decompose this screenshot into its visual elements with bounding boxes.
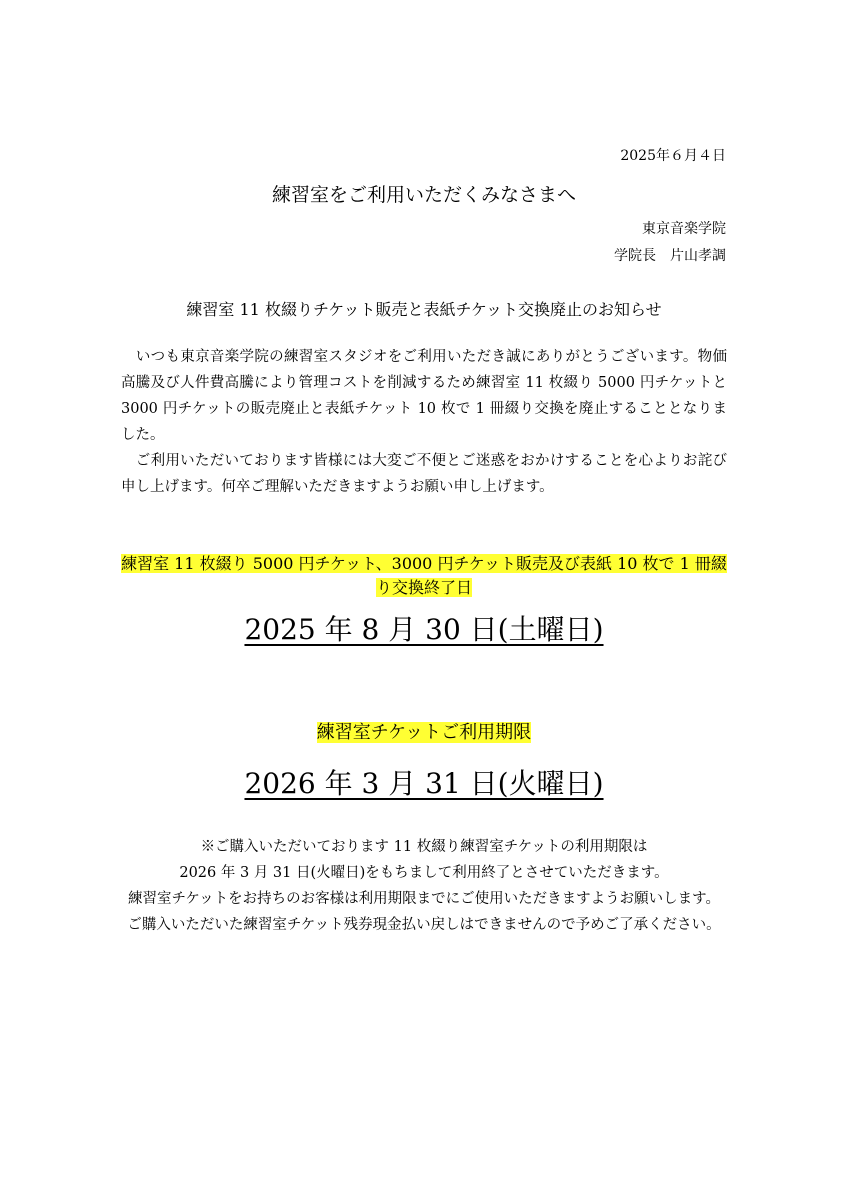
notice-subject: 練習室 11 枚綴りチケット販売と表紙チケット交換廃止のお知らせ (186, 300, 662, 319)
expiry-date (0, 766, 848, 802)
sale-end-label-text: 練習室 11 枚綴り 5000 円チケット、3000 円チケット販売及び表紙 10 枚で 1 冊綴り交換終了日 (121, 554, 727, 597)
body-paragraph-1: いつも東京音楽学院の練習室スタジオをご利用いただき誠にありがとうございます。物価高騰及び人件費高騰により管理コストを削減するため練習室 11 枚綴り 5000 円チケットと 3000 円チケットの販売廃止と表紙チケット 10 枚で 1 冊綴り交換を廃止することとなりました。 (121, 349, 727, 443)
sale-end-date-text: 2025 年 8 月 30 日(土曜日) (244, 613, 604, 646)
sender-name: 学院長 片山孝調 (614, 248, 726, 264)
footer-note (121, 834, 727, 938)
sale-end-date (0, 612, 848, 648)
footer-line-2: 2026 年 3 月 31 日(火曜日)をもちまして利用終了とさせていただきます。 (179, 865, 669, 881)
body-paragraph-2: ご利用いただいております皆様には大変ご不便とご迷惑をおかけすることを心よりお詫び申し上げます。何卒ご理解いただきますようお願い申し上げます。 (121, 453, 727, 495)
notice-body (121, 344, 727, 500)
expiry-label-text: 練習室チケットご利用期限 (316, 722, 532, 743)
expiry-label (0, 720, 848, 746)
addressee-heading: 練習室をご利用いただくみなさまへ (271, 184, 576, 206)
document-date: 2025年６月４日 (620, 148, 726, 164)
organization-name: 東京音楽学院 (642, 221, 726, 237)
sale-end-label (121, 552, 727, 600)
footer-line-3: 練習室チケットをお持ちのお客様は利用期限までにご使用いただきますようお願いします。ご購入いただいた練習室チケット残券現金払い戻しはできませんので予めご了承ください。 (127, 891, 721, 933)
footer-line-1: ※ご購入いただいております 11 枚綴り練習室チケットの利用期限は (200, 839, 648, 855)
expiry-date-text: 2026 年 3 月 31 日(火曜日) (244, 767, 604, 800)
